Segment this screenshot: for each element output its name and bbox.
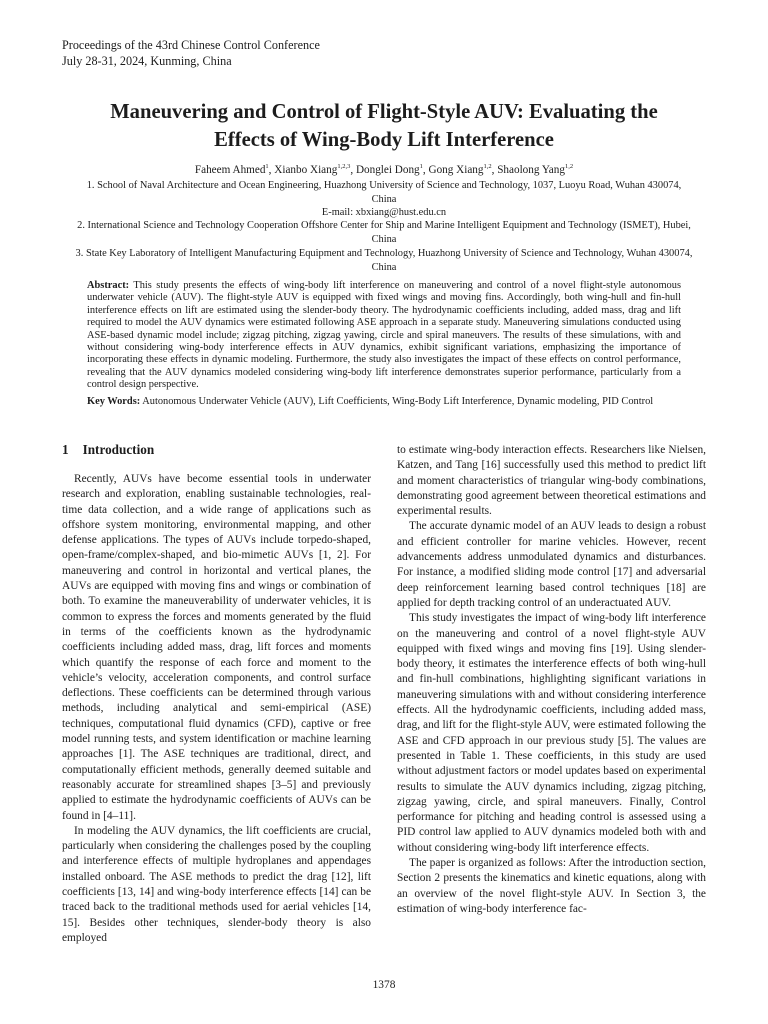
conference-date: July 28-31, 2024, Kunming, China xyxy=(62,53,232,68)
paragraph: to estimate wing-body interaction effects. Researchers like Nielsen, Katzen, and Tang [16] successfully used this method to predict lift and moment characteristics of triangular wing-body combinations, demonstrating good agreement between theoretical estimations and experimental results. xyxy=(397,444,706,518)
affiliation-2: 2. International Science and Technology Cooperation Offshore Center for Ship and Marine Intelligent Equipment and Technology (ISMET), Hubei, China xyxy=(77,220,691,245)
author: Gong Xiang$^{1,2}$ xyxy=(428,163,492,176)
right-column xyxy=(397,443,706,917)
abstract xyxy=(87,280,681,392)
author: Faheem Ahmed$^1$ xyxy=(194,163,269,176)
title-line-2: Effects of Wing-Body Lift Interference xyxy=(214,129,554,151)
affiliation-1 xyxy=(74,179,694,220)
paragraph: Recently, AUVs have become essential tools in underwater research and exploration, enabling sustainable technologies, real-time data collection, and a wide range of applications such as offshore system monitoring, environmental mapping, and other defense applications. The types of AUVs include torpedo-shaped, open-frame/complex-shaped, and bio-mimetic AUVs [1, 2]. For maneuvering and control in horizontal and vertical planes, the AUVs are equipped with moving fins and wings or combination of both. To examine the maneuverability of underwater vehicles, it is common to express the forces and moments generated by the fluid in terms of the coefficients known as the hydrodynamic coefficients including added mass, drag, lift forces and moments which quantify the response of each force and moment to the vehicle’s velocity, acceleration components, and control surface deflections. These coefficients can be determined through various methods, including analytical and semi-empirical (ASE) techniques, computational fluid dynamics (CFD), captive or free model running tests, and system identification or machine learning approaches [1]. The ASE techniques are traditional, direct, and computationally efficient methods, generally deemed suitable and reasonably accurate for streamlined shapes [3–5] and previously applied to estimate the hydrodynamic coefficients of AUVs can be found in [4–11]. xyxy=(62,473,371,822)
section-number: 1 xyxy=(62,442,69,457)
section-title: Introduction xyxy=(82,442,155,457)
abstract-label: Abstract: xyxy=(87,280,130,291)
left-column xyxy=(62,472,371,946)
contact-email: E-mail: xbxiang@hust.edu.cn xyxy=(321,207,447,218)
author: Xianbo Xiang$^{1,2,3}$ xyxy=(274,163,351,176)
paragraph: In modeling the AUV dynamics, the lift coefficients are crucial, particularly when considering the challenges posed by the coupling and interference effects of multiple hydroplanes and appendages installed onboard. The ASE methods to predict the drag [12], lift coefficients [13, 14] and wing-body interference effects [14] can be traced back to the traditional methods used for aerial vehicles [14, 15]. Besides other techniques, slender-body theory is also employed xyxy=(62,824,371,944)
abstract-text: This study presents the effects of wing-body lift interference on maneuvering and control of a novel flight-style autonomous underwater vehicle (AUV). The flight-style AUV is equipped with fixed wings and moving fins. Accordingly, both wing-hull and fin-hull interference effects on lift are estimated using the slender-body theory. The hydrodynamic coefficients including, added mass, drag and lift required to model the AUV dynamics were estimated following ASE approach in a separate study. Maneuvering simulations conducted using ASE-based dynamic model include; zigzag pitching, zigzag yawing, circle and spiral maneuvers. The results of these simulations, with and without considering wing-body interference effects in AUV dynamics, exhibit significant variations, emphasizing the importance of incorporating these effects in dynamic modeling. Furthermore, the study also investigates the impact of these effects on control performance, revealing that the AUV dynamics modeled considering wing-body lift interference demonstrates superior performance, particularly from a control design perspective. xyxy=(87,280,681,391)
title-line-1: Maneuvering and Control of Flight-Style AUV: Evaluating the xyxy=(110,101,658,123)
keywords-text: Autonomous Underwater Vehicle (AUV), Lift Coefficients, Wing-Body Lift Interference, Dynamic modeling, PID Control xyxy=(142,396,654,407)
page-number: 1378 xyxy=(372,979,396,991)
paragraph: The accurate dynamic model of an AUV leads to design a robust and efficient controller for marine vehicles. However, recent advancements address unmodulated dynamics and disturbances. For instance, a modified sliding mode control [17] and adversarial deep reinforcement learning based control techniques [18] are applied for depth tracking control of an underactuated AUV. xyxy=(397,520,706,609)
affiliation-3: 3. State Key Laboratory of Intelligent Manufacturing Equipment and Technology, Huazhong University of Science and Technology, Wuhan 430074, China xyxy=(75,248,693,273)
author: Donglei Dong$^1$ xyxy=(355,163,423,176)
affiliation-1-text: 1. School of Naval Architecture and Ocean Engineering, Huazhong University of Science and Technology, 1037, Luoyu Road, Wuhan 430074, China xyxy=(86,180,682,205)
paragraph: This study investigates the impact of wing-body lift interference on the maneuvering and control of a novel flight-style AUV equipped with fixed wings and moving fins [19]. Using slender-body theory, it estimates the interference effects of both wing-hull and fin-hull combinations, highlighting significant variations in maneuvering simulations with and without considering interference effects. All the hydrodynamic coefficients, including added mass, drag, and lift for the flight-style AUV, were estimated following the ASE and CFD approach in our previous study [5]. The values are presented in Table 1. These coefficients, in this study are used without adjustment factors or model updates based on experimental results to simulate the AUV dynamics including, zigzag pitching, zigzag yawing, circle, and spiral maneuvers. Finally, Control performance for pitching and heading control is assessed using a PID control law applied to AUV dynamics modeled both with and without considering wing-body lift interference effects. xyxy=(397,612,706,854)
paper-title xyxy=(40,98,728,154)
conference-header xyxy=(62,38,320,69)
keywords-label: Key Words: xyxy=(87,396,141,407)
conference-name: Proceedings of the 43rd Chinese Control Conference xyxy=(62,38,320,52)
author: Shaolong Yang$^{1,2}$ xyxy=(497,163,574,176)
author-list: Faheem Ahmed$^1$, Xianbo Xiang$^{1,2,3}$, Donglei Dong$^1$, Gong Xiang$^{1,2}$, Shaolong Yang$^{1,2}$ xyxy=(194,163,574,176)
paragraph: The paper is organized as follows: After the introduction section, Section 2 presents the kinematics and kinetic equations, along with an overview of the novel flight-style AUV. In Section 3, the estimation of wing-body interference fac- xyxy=(397,857,706,915)
keywords xyxy=(87,395,681,408)
section-heading xyxy=(62,442,154,458)
